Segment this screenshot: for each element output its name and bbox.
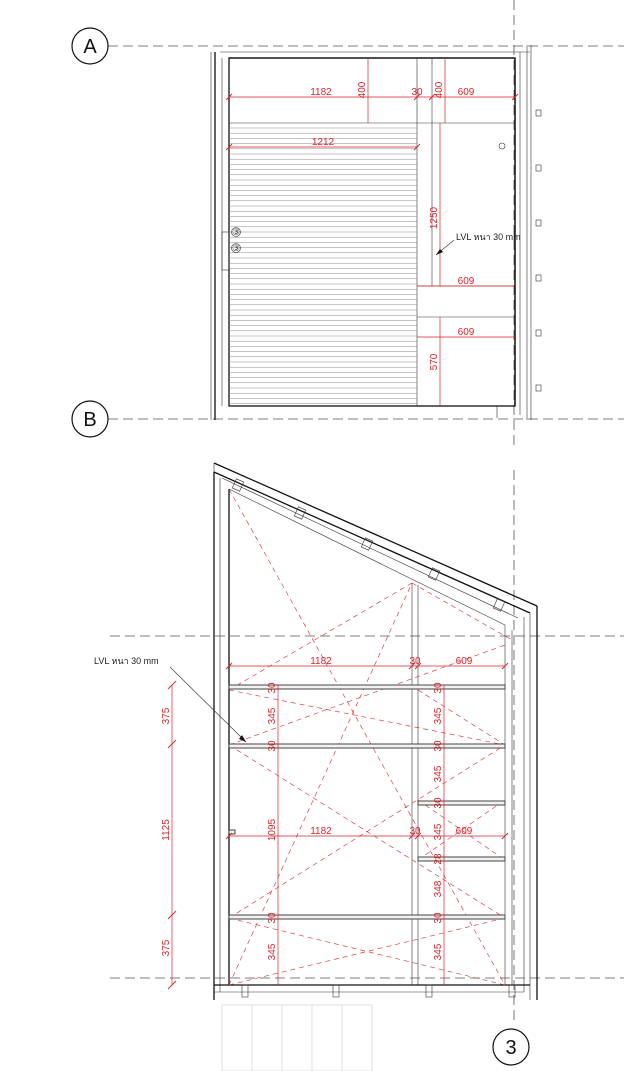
dim-elev-top-1182: 1182 xyxy=(310,656,332,667)
dim-col2-0: 30 xyxy=(433,682,444,694)
dim-elev-top-30: 30 xyxy=(409,656,421,667)
dim-plan-609-c: 609 xyxy=(457,327,475,338)
grid-bubble-b xyxy=(72,401,108,437)
dim-elev-top-609: 609 xyxy=(455,656,473,667)
dim-col1-4: 345 xyxy=(267,943,278,961)
dim-col1-0: 30 xyxy=(267,682,278,694)
svg-text:B: B xyxy=(83,409,97,431)
svg-text:③: ③ xyxy=(231,227,241,237)
grid-bubble-a xyxy=(72,28,108,64)
plan-floor-boards xyxy=(229,128,417,404)
plan-lvl-callout xyxy=(436,232,521,255)
dim-plan-1250: 1250 xyxy=(429,206,440,230)
svg-text:3: 3 xyxy=(505,1037,517,1059)
plan-lvl-label: LVL หนา 30 mm xyxy=(456,232,521,242)
elevation-lvl-callout xyxy=(94,656,246,742)
svg-text:A: A xyxy=(83,36,97,58)
dim-col1-h1095: 1095 xyxy=(267,818,278,842)
plan-left-door xyxy=(222,227,241,270)
dim-elev-mid-1182: 1182 xyxy=(310,826,332,837)
dim-plan-400-b: 400 xyxy=(434,81,445,99)
dim-col2-4: 30 xyxy=(433,797,444,809)
elevation-bracing xyxy=(229,489,512,985)
dim-col2-6: 28 xyxy=(433,853,444,865)
dim-plan-30: 30 xyxy=(411,87,423,98)
dim-col2-1: 345 xyxy=(433,707,444,725)
dim-elev-mid-30: 30 xyxy=(409,826,421,837)
dim-col2-5: 345 xyxy=(433,823,444,841)
dim-col2-3: 345 xyxy=(433,765,444,783)
dim-col2-7: 348 xyxy=(433,880,444,898)
dim-left-375-a: 375 xyxy=(161,707,172,725)
grid-bubble-3 xyxy=(493,1029,529,1065)
dim-plan-609-b: 609 xyxy=(457,276,475,287)
dim-col2-2: 30 xyxy=(433,740,444,752)
dim-plan-400-a: 400 xyxy=(357,81,368,99)
dim-left-1125: 1125 xyxy=(161,819,172,841)
dim-col1-3: 30 xyxy=(267,912,278,924)
lower-section-outline xyxy=(222,1005,372,1071)
dim-plan-570: 570 xyxy=(429,353,440,371)
dim-plan-1212: 1212 xyxy=(311,137,335,148)
svg-text:③: ③ xyxy=(231,243,241,253)
dim-elev-mid-609: 609 xyxy=(455,826,473,837)
dim-left-375-b: 375 xyxy=(161,939,172,957)
dim-plan-609-a: 609 xyxy=(457,87,475,98)
dim-col2-8: 30 xyxy=(433,912,444,924)
dim-col2-9: 345 xyxy=(433,943,444,961)
dim-plan-1182: 1182 xyxy=(310,87,332,98)
elevation-dimensions xyxy=(161,656,508,989)
dim-col1-2: 30 xyxy=(267,740,278,752)
elevation-lvl-label: LVL หนา 30 mm xyxy=(94,656,159,666)
dim-col1-1: 345 xyxy=(267,707,278,725)
